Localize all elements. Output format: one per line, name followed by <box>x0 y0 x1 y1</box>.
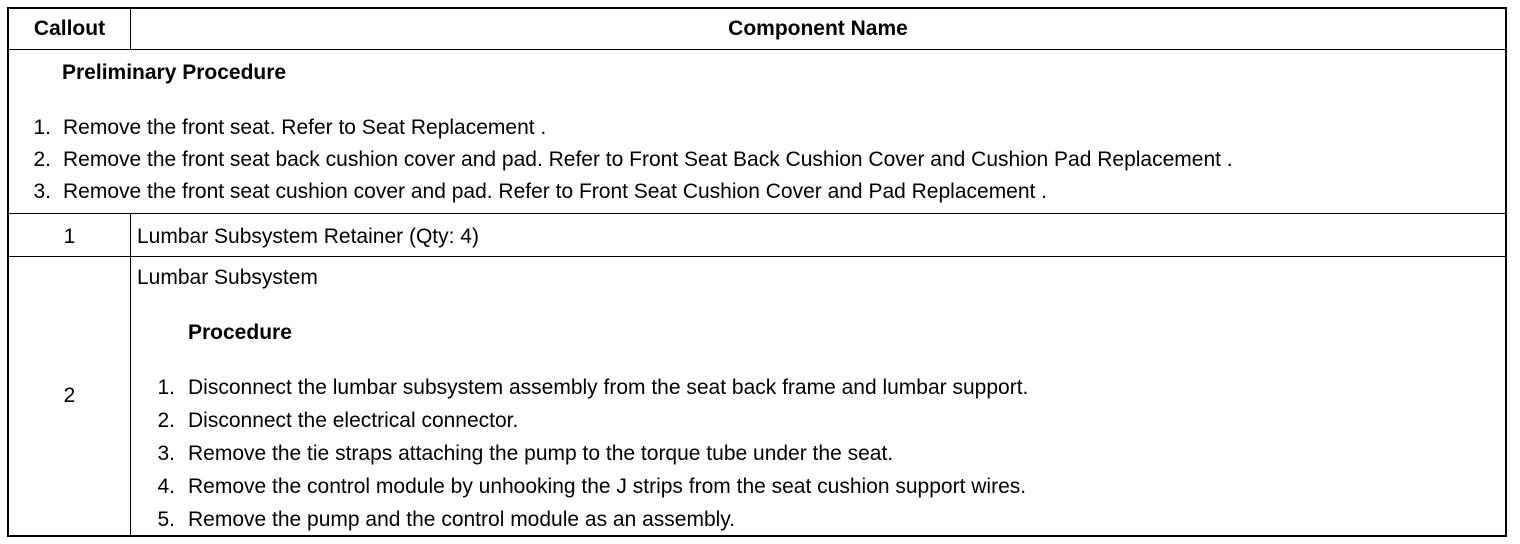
preliminary-step-text: Remove the front seat back cushion cover and pad. Refer to Front Seat Back Cushion Cover and Cushion Pad Replacement . <box>63 148 1233 171</box>
preliminary-step-number: 3. <box>33 180 51 203</box>
procedure-step-text: Remove the tie straps attaching the pump to the torque tube under the seat. <box>188 442 894 465</box>
callout-number: 2 <box>63 384 76 407</box>
preliminary-step-text: Remove the front seat. Refer to Seat Replacement . <box>63 116 547 139</box>
procedure-step-number: 2. <box>157 409 175 432</box>
procedure-step-number: 5. <box>157 508 175 531</box>
component-name: Lumbar Subsystem <box>137 266 318 289</box>
table-row <box>9 256 1505 535</box>
procedure-step-text: Remove the control module by unhooking the J strips from the seat cushion support wires. <box>188 475 1027 498</box>
procedure-step-number: 3. <box>157 442 175 465</box>
callout-number: 1 <box>63 225 76 248</box>
preliminary-step-text: Remove the front seat cushion cover and pad. Refer to Front Seat Cushion Cover and Pad Replacement . <box>63 180 1048 203</box>
procedure-title: Procedure <box>188 321 292 344</box>
preliminary-step-number: 1. <box>33 116 51 139</box>
component-name: Lumbar Subsystem Retainer (Qty: 4) <box>137 225 479 248</box>
procedure-step-text: Remove the pump and the control module as an assembly. <box>188 508 736 531</box>
header-column-divider <box>130 9 131 49</box>
table-row <box>9 213 1505 256</box>
table-header-row <box>9 9 1505 49</box>
procedure-step-text: Disconnect the electrical connector. <box>188 409 519 432</box>
preliminary-procedure-row <box>9 49 1505 213</box>
procedure-step-number: 1. <box>157 376 175 399</box>
procedure-step-text: Disconnect the lumbar subsystem assembly from the seat back frame and lumbar support. <box>188 376 1029 399</box>
procedure-step-number: 4. <box>157 475 175 498</box>
preliminary-step-number: 2. <box>33 148 51 171</box>
preliminary-procedure-title: Preliminary Procedure <box>62 61 287 84</box>
row-column-divider <box>130 213 131 256</box>
header-component-name: Component Name <box>728 17 908 40</box>
procedure-table <box>7 7 1507 537</box>
header-callout: Callout <box>33 17 106 40</box>
row-column-divider <box>130 256 131 535</box>
